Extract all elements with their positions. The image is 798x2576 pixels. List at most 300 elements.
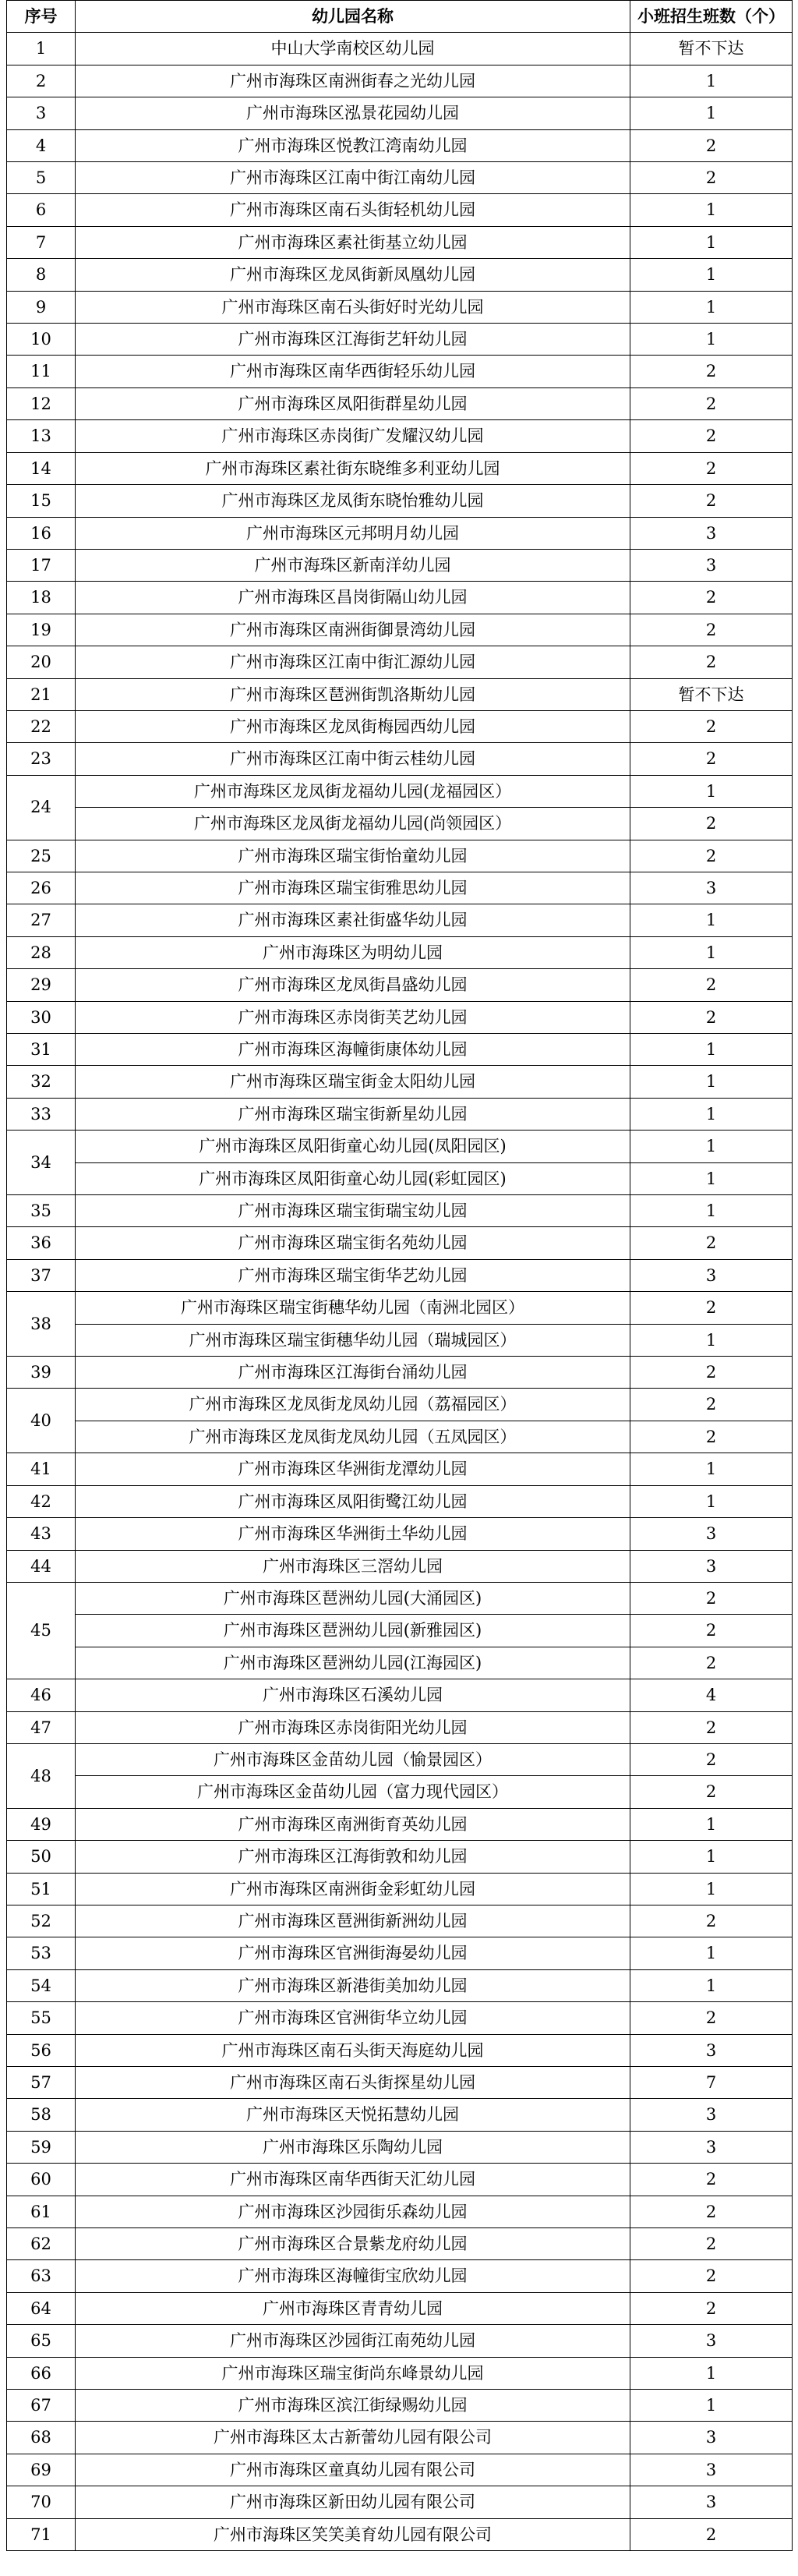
table-row	[7, 1905, 793, 1937]
table-row	[7, 1421, 793, 1453]
row-kindergarten-name: 广州市海珠区南洲街金彩虹幼儿园	[76, 1873, 630, 1905]
row-serial-number: 6	[7, 194, 76, 226]
row-class-count: 2	[630, 646, 793, 678]
row-kindergarten-name: 广州市海珠区青青幼儿园	[76, 2292, 630, 2324]
table-row	[7, 387, 793, 419]
row-kindergarten-name: 广州市海珠区南石头街探星幼儿园	[76, 2067, 630, 2099]
row-serial-number: 20	[7, 646, 76, 678]
row-serial-number: 60	[7, 2164, 76, 2196]
row-kindergarten-name: 广州市海珠区瑞宝街穗华幼儿园（瑞城园区）	[76, 1324, 630, 1356]
row-kindergarten-name: 广州市海珠区南华西街天汇幼儿园	[76, 2164, 630, 2196]
row-class-count: 2	[630, 387, 793, 419]
row-class-count: 暂不下达	[630, 33, 793, 65]
row-kindergarten-name: 广州市海珠区乐陶幼儿园	[76, 2131, 630, 2163]
row-class-count: 2	[630, 1647, 793, 1679]
row-serial-number: 67	[7, 2390, 76, 2422]
row-serial-number: 23	[7, 743, 76, 775]
table-row	[7, 291, 793, 323]
table-row	[7, 1453, 793, 1485]
row-serial-number: 62	[7, 2228, 76, 2260]
table-row	[7, 2164, 793, 2196]
row-serial-number: 45	[7, 1582, 76, 1679]
row-serial-number: 56	[7, 2034, 76, 2066]
kindergarten-enrollment-table	[6, 0, 793, 2551]
row-serial-number: 18	[7, 582, 76, 614]
row-kindergarten-name: 广州市海珠区新南洋幼儿园	[76, 549, 630, 581]
table-row	[7, 904, 793, 936]
row-class-count: 2	[630, 1001, 793, 1033]
row-kindergarten-name: 广州市海珠区金苗幼儿园（富力现代园区）	[76, 1776, 630, 1808]
table-row	[7, 549, 793, 581]
row-kindergarten-name: 广州市海珠区天悦拓慧幼儿园	[76, 2099, 630, 2131]
row-kindergarten-name: 广州市海珠区琶洲幼儿园(新雅园区)	[76, 1615, 630, 1647]
row-class-count: 2	[630, 1711, 793, 1743]
row-serial-number: 25	[7, 840, 76, 872]
row-class-count: 3	[630, 2034, 793, 2066]
header-class-count: 小班招生班数（个）	[630, 1, 793, 33]
header-serial-number: 序号	[7, 1, 76, 33]
row-serial-number: 41	[7, 1453, 76, 1485]
table-row	[7, 1162, 793, 1194]
row-kindergarten-name: 广州市海珠区太古新蕾幼儿园有限公司	[76, 2422, 630, 2454]
row-serial-number: 29	[7, 969, 76, 1001]
row-serial-number: 34	[7, 1131, 76, 1195]
row-class-count: 2	[630, 710, 793, 742]
row-kindergarten-name: 广州市海珠区南石头街轻机幼儿园	[76, 194, 630, 226]
table-row	[7, 97, 793, 129]
table-row	[7, 2131, 793, 2163]
row-serial-number: 21	[7, 678, 76, 710]
row-kindergarten-name: 广州市海珠区赤岗街广发耀汉幼儿园	[76, 420, 630, 452]
row-kindergarten-name: 广州市海珠区官洲街海晏幼儿园	[76, 1937, 630, 1969]
row-serial-number: 43	[7, 1518, 76, 1550]
row-serial-number: 39	[7, 1357, 76, 1389]
row-kindergarten-name: 广州市海珠区笑笑美育幼儿园有限公司	[76, 2518, 630, 2550]
table-row	[7, 33, 793, 65]
row-serial-number: 22	[7, 710, 76, 742]
row-kindergarten-name: 广州市海珠区龙凤街龙凤幼儿园（五凤园区）	[76, 1421, 630, 1453]
row-kindergarten-name: 广州市海珠区合景紫龙府幼儿园	[76, 2228, 630, 2260]
row-class-count: 3	[630, 2131, 793, 2163]
row-kindergarten-name: 广州市海珠区江南中街江南幼儿园	[76, 162, 630, 194]
table-row	[7, 65, 793, 97]
table-row	[7, 1131, 793, 1162]
row-kindergarten-name: 广州市海珠区素社街盛华幼儿园	[76, 904, 630, 936]
table-row	[7, 1615, 793, 1647]
row-kindergarten-name: 广州市海珠区凤阳街童心幼儿园(彩虹园区)	[76, 1162, 630, 1194]
row-serial-number: 53	[7, 1937, 76, 1969]
row-class-count: 1	[630, 65, 793, 97]
table-row	[7, 324, 793, 356]
row-class-count: 1	[630, 1808, 793, 1840]
row-kindergarten-name: 广州市海珠区琶洲街凯洛斯幼儿园	[76, 678, 630, 710]
table-row	[7, 1324, 793, 1356]
table-row	[7, 969, 793, 1001]
row-serial-number: 11	[7, 356, 76, 387]
row-kindergarten-name: 广州市海珠区滨江街绿赐幼儿园	[76, 2390, 630, 2422]
row-kindergarten-name: 广州市海珠区石溪幼儿园	[76, 1679, 630, 1711]
table-row	[7, 1679, 793, 1711]
row-class-count: 2	[630, 485, 793, 517]
row-class-count: 2	[630, 2002, 793, 2034]
table-row	[7, 646, 793, 678]
row-kindergarten-name: 中山大学南校区幼儿园	[76, 33, 630, 65]
row-serial-number: 54	[7, 1969, 76, 2001]
row-serial-number: 68	[7, 2422, 76, 2454]
row-class-count: 2	[630, 452, 793, 484]
table-row	[7, 1001, 793, 1033]
table-row	[7, 582, 793, 614]
table-row	[7, 1937, 793, 1969]
row-kindergarten-name: 广州市海珠区官洲街华立幼儿园	[76, 2002, 630, 2034]
row-class-count: 1	[630, 1034, 793, 1066]
table-row	[7, 2099, 793, 2131]
table-header-row	[7, 1, 793, 33]
row-class-count: 1	[630, 1324, 793, 1356]
row-class-count: 1	[630, 936, 793, 968]
row-kindergarten-name: 广州市海珠区瑞宝街尚东峰景幼儿园	[76, 2357, 630, 2389]
row-class-count: 3	[630, 1550, 793, 1582]
table-row	[7, 2034, 793, 2066]
row-class-count: 2	[630, 614, 793, 646]
row-serial-number: 50	[7, 1841, 76, 1873]
row-kindergarten-name: 广州市海珠区海幢街康体幼儿园	[76, 1034, 630, 1066]
row-kindergarten-name: 广州市海珠区瑞宝街华艺幼儿园	[76, 1259, 630, 1291]
row-serial-number: 30	[7, 1001, 76, 1033]
row-kindergarten-name: 广州市海珠区南洲街春之光幼儿园	[76, 65, 630, 97]
row-serial-number: 37	[7, 1259, 76, 1291]
row-kindergarten-name: 广州市海珠区江南中街云桂幼儿园	[76, 743, 630, 775]
row-kindergarten-name: 广州市海珠区沙园街江南苑幼儿园	[76, 2325, 630, 2357]
row-serial-number: 2	[7, 65, 76, 97]
row-class-count: 1	[630, 1937, 793, 1969]
row-serial-number: 47	[7, 1711, 76, 1743]
row-kindergarten-name: 广州市海珠区素社街基立幼儿园	[76, 226, 630, 258]
row-class-count: 2	[630, 1615, 793, 1647]
row-class-count: 1	[630, 2357, 793, 2389]
row-kindergarten-name: 广州市海珠区瑞宝街名苑幼儿园	[76, 1227, 630, 1259]
row-class-count: 2	[630, 1389, 793, 1421]
row-class-count: 3	[630, 2486, 793, 2518]
row-serial-number: 51	[7, 1873, 76, 1905]
table-row	[7, 2260, 793, 2292]
row-serial-number: 16	[7, 517, 76, 549]
table-row	[7, 678, 793, 710]
row-class-count: 3	[630, 517, 793, 549]
row-kindergarten-name: 广州市海珠区瑞宝街瑞宝幼儿园	[76, 1195, 630, 1227]
row-serial-number: 36	[7, 1227, 76, 1259]
row-kindergarten-name: 广州市海珠区南石头街天海庭幼儿园	[76, 2034, 630, 2066]
row-serial-number: 19	[7, 614, 76, 646]
table-row	[7, 614, 793, 646]
row-serial-number: 1	[7, 33, 76, 65]
header-kindergarten-name: 幼儿园名称	[76, 1, 630, 33]
table-row	[7, 2454, 793, 2486]
row-kindergarten-name: 广州市海珠区赤岗街阳光幼儿园	[76, 1711, 630, 1743]
table-row	[7, 226, 793, 258]
row-class-count: 1	[630, 1066, 793, 1098]
table-row	[7, 2067, 793, 2099]
row-serial-number: 52	[7, 1905, 76, 1937]
row-class-count: 4	[630, 1679, 793, 1711]
table-row	[7, 2422, 793, 2454]
row-class-count: 2	[630, 1357, 793, 1389]
row-kindergarten-name: 广州市海珠区琶洲幼儿园(江海园区)	[76, 1647, 630, 1679]
row-class-count: 暂不下达	[630, 678, 793, 710]
row-kindergarten-name: 广州市海珠区瑞宝街金太阳幼儿园	[76, 1066, 630, 1098]
row-kindergarten-name: 广州市海珠区沙园街乐森幼儿园	[76, 2196, 630, 2227]
row-class-count: 2	[630, 1905, 793, 1937]
row-class-count: 1	[630, 97, 793, 129]
row-kindergarten-name: 广州市海珠区为明幼儿园	[76, 936, 630, 968]
table-row	[7, 1098, 793, 1130]
row-serial-number: 12	[7, 387, 76, 419]
row-serial-number: 44	[7, 1550, 76, 1582]
table-row	[7, 743, 793, 775]
row-kindergarten-name: 广州市海珠区华洲街土华幼儿园	[76, 1518, 630, 1550]
table-row	[7, 1582, 793, 1614]
table-row	[7, 194, 793, 226]
row-kindergarten-name: 广州市海珠区瑞宝街穗华幼儿园（南洲北园区）	[76, 1292, 630, 1324]
row-serial-number: 7	[7, 226, 76, 258]
row-serial-number: 15	[7, 485, 76, 517]
row-class-count: 2	[630, 2518, 793, 2550]
row-serial-number: 26	[7, 872, 76, 904]
row-class-count: 1	[630, 324, 793, 356]
row-kindergarten-name: 广州市海珠区金苗幼儿园（愉景园区）	[76, 1743, 630, 1775]
row-kindergarten-name: 广州市海珠区龙凤街龙福幼儿园(龙福园区）	[76, 775, 630, 807]
row-serial-number: 40	[7, 1389, 76, 1453]
table-row	[7, 259, 793, 291]
row-kindergarten-name: 广州市海珠区泓景花园幼儿园	[76, 97, 630, 129]
table-row	[7, 2196, 793, 2227]
row-class-count: 3	[630, 1259, 793, 1291]
table-row	[7, 2228, 793, 2260]
row-class-count: 2	[630, 356, 793, 387]
row-kindergarten-name: 广州市海珠区海幢街宝欣幼儿园	[76, 2260, 630, 2292]
row-class-count: 1	[630, 291, 793, 323]
table-row	[7, 1292, 793, 1324]
row-class-count: 3	[630, 2454, 793, 2486]
row-serial-number: 31	[7, 1034, 76, 1066]
table-body	[7, 33, 793, 2551]
row-class-count: 2	[630, 420, 793, 452]
row-kindergarten-name: 广州市海珠区悦教江湾南幼儿园	[76, 129, 630, 161]
row-class-count: 2	[630, 1582, 793, 1614]
row-serial-number: 35	[7, 1195, 76, 1227]
row-serial-number: 64	[7, 2292, 76, 2324]
row-class-count: 2	[630, 1421, 793, 1453]
row-class-count: 2	[630, 2292, 793, 2324]
row-class-count: 3	[630, 2099, 793, 2131]
row-serial-number: 48	[7, 1743, 76, 1808]
row-class-count: 2	[630, 129, 793, 161]
row-class-count: 2	[630, 2260, 793, 2292]
row-serial-number: 63	[7, 2260, 76, 2292]
row-kindergarten-name: 广州市海珠区龙凤街新凤凰幼儿园	[76, 259, 630, 291]
row-class-count: 2	[630, 2228, 793, 2260]
table-row	[7, 2002, 793, 2034]
row-serial-number: 4	[7, 129, 76, 161]
row-serial-number: 9	[7, 291, 76, 323]
row-serial-number: 69	[7, 2454, 76, 2486]
table-row	[7, 1357, 793, 1389]
row-class-count: 1	[630, 1873, 793, 1905]
row-kindergarten-name: 广州市海珠区龙凤街龙凤幼儿园（荔福园区）	[76, 1389, 630, 1421]
row-serial-number: 70	[7, 2486, 76, 2518]
table-row	[7, 485, 793, 517]
row-class-count: 2	[630, 808, 793, 840]
row-kindergarten-name: 广州市海珠区华洲街龙潭幼儿园	[76, 1453, 630, 1485]
table-row	[7, 775, 793, 807]
row-class-count: 1	[630, 226, 793, 258]
row-class-count: 1	[630, 1195, 793, 1227]
row-class-count: 1	[630, 1098, 793, 1130]
row-serial-number: 5	[7, 162, 76, 194]
row-serial-number: 66	[7, 2357, 76, 2389]
table-row	[7, 1711, 793, 1743]
table-row	[7, 2390, 793, 2422]
row-class-count: 3	[630, 2325, 793, 2357]
row-class-count: 2	[630, 1743, 793, 1775]
table-row	[7, 452, 793, 484]
row-serial-number: 3	[7, 97, 76, 129]
row-kindergarten-name: 广州市海珠区南洲街育英幼儿园	[76, 1808, 630, 1840]
row-class-count: 2	[630, 162, 793, 194]
row-serial-number: 14	[7, 452, 76, 484]
row-serial-number: 55	[7, 2002, 76, 2034]
table-row	[7, 710, 793, 742]
row-serial-number: 61	[7, 2196, 76, 2227]
row-class-count: 2	[630, 2196, 793, 2227]
table-row	[7, 2357, 793, 2389]
row-kindergarten-name: 广州市海珠区南华西街轻乐幼儿园	[76, 356, 630, 387]
row-kindergarten-name: 广州市海珠区昌岗街隔山幼儿园	[76, 582, 630, 614]
table-row	[7, 356, 793, 387]
table-row	[7, 1034, 793, 1066]
row-kindergarten-name: 广州市海珠区赤岗街芙艺幼儿园	[76, 1001, 630, 1033]
table-row	[7, 1841, 793, 1873]
table-row	[7, 129, 793, 161]
row-kindergarten-name: 广州市海珠区素社街东晓维多利亚幼儿园	[76, 452, 630, 484]
row-kindergarten-name: 广州市海珠区三滘幼儿园	[76, 1550, 630, 1582]
row-class-count: 1	[630, 2390, 793, 2422]
row-class-count: 1	[630, 1131, 793, 1162]
row-serial-number: 10	[7, 324, 76, 356]
row-kindergarten-name: 广州市海珠区凤阳街鹭江幼儿园	[76, 1485, 630, 1517]
table-row	[7, 162, 793, 194]
table-row	[7, 1195, 793, 1227]
row-class-count: 1	[630, 194, 793, 226]
row-class-count: 2	[630, 1776, 793, 1808]
row-kindergarten-name: 广州市海珠区南洲街御景湾幼儿园	[76, 614, 630, 646]
row-serial-number: 58	[7, 2099, 76, 2131]
row-class-count: 1	[630, 259, 793, 291]
row-serial-number: 17	[7, 549, 76, 581]
row-kindergarten-name: 广州市海珠区琶洲幼儿园(大涌园区)	[76, 1582, 630, 1614]
row-class-count: 7	[630, 2067, 793, 2099]
table-row	[7, 1389, 793, 1421]
row-class-count: 1	[630, 1485, 793, 1517]
row-class-count: 2	[630, 969, 793, 1001]
row-serial-number: 71	[7, 2518, 76, 2550]
row-class-count: 2	[630, 840, 793, 872]
row-serial-number: 32	[7, 1066, 76, 1098]
table-row	[7, 1743, 793, 1775]
table-row	[7, 1485, 793, 1517]
row-kindergarten-name: 广州市海珠区瑞宝街怡童幼儿园	[76, 840, 630, 872]
row-class-count: 2	[630, 743, 793, 775]
table-row	[7, 840, 793, 872]
row-class-count: 1	[630, 1969, 793, 2001]
table-row	[7, 2486, 793, 2518]
row-class-count: 2	[630, 2164, 793, 2196]
row-serial-number: 57	[7, 2067, 76, 2099]
row-serial-number: 59	[7, 2131, 76, 2163]
row-serial-number: 38	[7, 1292, 76, 1357]
row-class-count: 3	[630, 2422, 793, 2454]
row-class-count: 2	[630, 582, 793, 614]
row-kindergarten-name: 广州市海珠区龙凤街龙福幼儿园(尚领园区）	[76, 808, 630, 840]
row-kindergarten-name: 广州市海珠区江海街台涌幼儿园	[76, 1357, 630, 1389]
table-row	[7, 1550, 793, 1582]
row-class-count: 3	[630, 549, 793, 581]
table-row	[7, 1259, 793, 1291]
row-serial-number: 46	[7, 1679, 76, 1711]
row-class-count: 2	[630, 1292, 793, 1324]
row-class-count: 1	[630, 775, 793, 807]
row-serial-number: 49	[7, 1808, 76, 1840]
table-row	[7, 2292, 793, 2324]
row-class-count: 1	[630, 904, 793, 936]
row-class-count: 1	[630, 1841, 793, 1873]
row-class-count: 1	[630, 1162, 793, 1194]
table-row	[7, 517, 793, 549]
row-class-count: 2	[630, 1227, 793, 1259]
table-row	[7, 2518, 793, 2550]
table-row	[7, 808, 793, 840]
row-kindergarten-name: 广州市海珠区江海街敦和幼儿园	[76, 1841, 630, 1873]
table-row	[7, 1969, 793, 2001]
table-row	[7, 1647, 793, 1679]
row-serial-number: 13	[7, 420, 76, 452]
row-kindergarten-name: 广州市海珠区龙凤街梅园西幼儿园	[76, 710, 630, 742]
row-class-count: 1	[630, 1453, 793, 1485]
row-kindergarten-name: 广州市海珠区凤阳街童心幼儿园(凤阳园区)	[76, 1131, 630, 1162]
row-kindergarten-name: 广州市海珠区南石头街好时光幼儿园	[76, 291, 630, 323]
row-kindergarten-name: 广州市海珠区凤阳街群星幼儿园	[76, 387, 630, 419]
row-kindergarten-name: 广州市海珠区瑞宝街新星幼儿园	[76, 1098, 630, 1130]
row-serial-number: 28	[7, 936, 76, 968]
table-row	[7, 936, 793, 968]
row-class-count: 3	[630, 1518, 793, 1550]
row-serial-number: 42	[7, 1485, 76, 1517]
table-row	[7, 1066, 793, 1098]
table-row	[7, 2325, 793, 2357]
table-row	[7, 1808, 793, 1840]
row-serial-number: 33	[7, 1098, 76, 1130]
table-row	[7, 420, 793, 452]
row-kindergarten-name: 广州市海珠区琶洲街新洲幼儿园	[76, 1905, 630, 1937]
row-serial-number: 65	[7, 2325, 76, 2357]
table-row	[7, 1873, 793, 1905]
row-kindergarten-name: 广州市海珠区新港街美加幼儿园	[76, 1969, 630, 2001]
row-class-count: 3	[630, 872, 793, 904]
table-row	[7, 872, 793, 904]
row-kindergarten-name: 广州市海珠区江海街艺轩幼儿园	[76, 324, 630, 356]
row-kindergarten-name: 广州市海珠区龙凤街昌盛幼儿园	[76, 969, 630, 1001]
row-serial-number: 27	[7, 904, 76, 936]
